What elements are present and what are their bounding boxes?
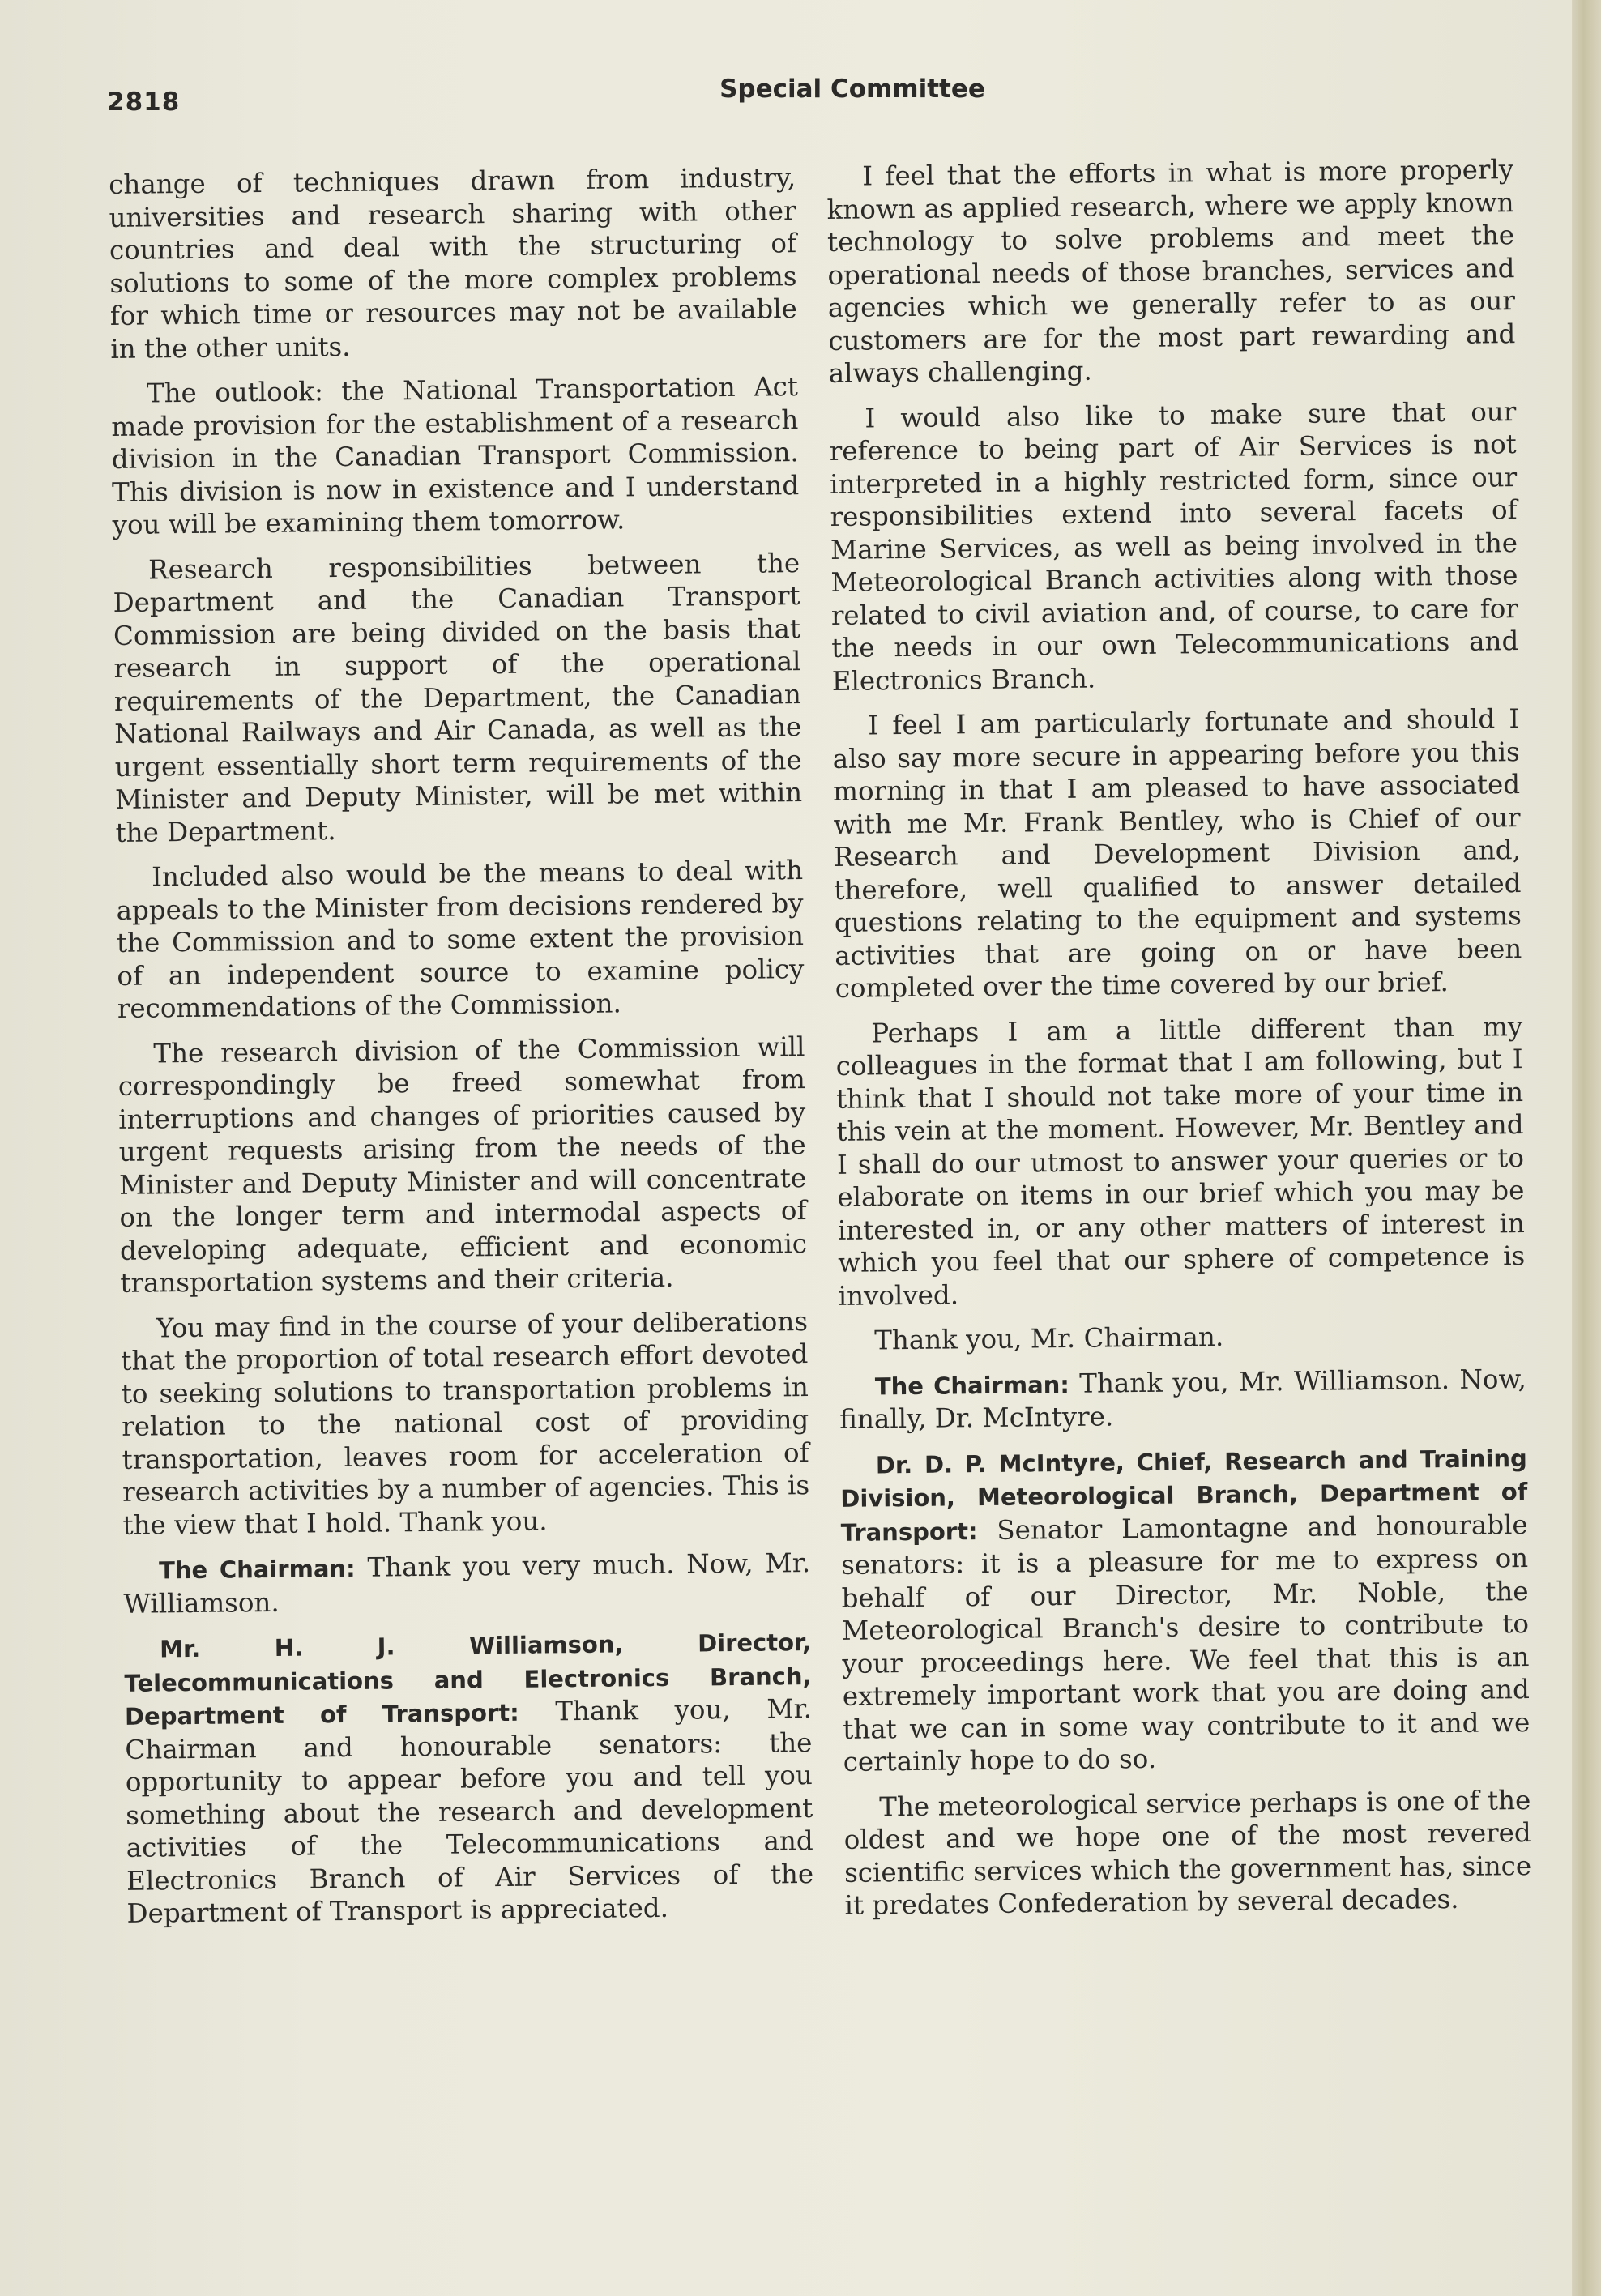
speech-text: Thank you very much. Now, Mr. Williamson. bbox=[123, 1547, 811, 1620]
paragraph bbox=[116, 854, 805, 1025]
paragraph-text: change of techniques drawn from industry, universities and research sharing with other countries and deal with the structuring of solutions to some of the more complex problems for which time or resources may not be available in the other units. bbox=[109, 162, 798, 365]
page-header bbox=[107, 75, 1465, 115]
paragraph bbox=[832, 702, 1522, 1005]
paragraph bbox=[113, 547, 803, 849]
paragraph bbox=[117, 1031, 807, 1300]
speaker-name: The Chairman: bbox=[874, 1370, 1070, 1400]
page-number: 2818 bbox=[107, 87, 181, 117]
speaker-name: The Chairman: bbox=[158, 1554, 356, 1585]
speaker-paragraph bbox=[840, 1441, 1531, 1779]
paragraph-text: Research responsibilities between the Department and the Canadian Transport Commission are being divided on the basis that research in support of the operational requirements of the Department, the Canadian National Railways and Air Canada, as well as the urgent essentially short term requirements of the Minister and Deputy Minister, will be met within the Department. bbox=[113, 547, 803, 848]
speaker-paragraph bbox=[123, 1547, 811, 1620]
running-head: Special Committee bbox=[719, 75, 985, 104]
left-column bbox=[109, 161, 814, 1942]
speaker-name: Dr. D. P. McIntyre, Chief, Research and Training Division, Meteorological Branch, Department of Transport: bbox=[840, 1444, 1528, 1547]
paragraph bbox=[109, 161, 797, 365]
paragraph-text: I feel I am particularly fortunate and should I also say more secure in appearing before you this morning in that I am pleased to have associated with me Mr. Frank Bentley, who is Chief of our Research and Development Division and, therefore, well qualified to answer detailed questions relating to the equipment and systems activities that are going on or have been completed over the time covered by our brief. bbox=[832, 703, 1522, 1004]
paragraph bbox=[839, 1317, 1526, 1357]
paragraph bbox=[111, 370, 800, 541]
paragraph-text: Perhaps I am a little different than my colleagues in the format that I am following, but I think that I should not take more of your time in this vein at the moment. However, Mr. Bentley and I shall do our utmost to answer your queries or to elaborate on items in our brief which you may be interested in, or any other matters of interest in which you feel that our sphere of competence is involved. bbox=[835, 1010, 1526, 1312]
speech-text: Thank you, Mr. Chairman and honourable senators: the opportunity to appear before you and tell you something about the research and development activities of the Telecommunications and Electronics Branch of Air Services of the Department of Transport is appreciated. bbox=[125, 1693, 814, 1929]
paragraph-text: I would also like to make sure that our reference to being part of Air Services is not interpreted in a highly restricted form, since our responsibilities extend into several facets of Marine Services, as well as being involved in the Meteorological Branch activities along with those related to civil aviation and, of course, to care for the needs in our own Telecommunications and Electronics Branch. bbox=[829, 395, 1519, 697]
paragraph bbox=[843, 1784, 1532, 1923]
paragraph-text: You may find in the course of your deliberations that the proportion of total research effort devoted to seeking solutions to transportation problems in relation to the national cost of providing transportation, leaves room for acceleration of research activities by a number of agencies. This is the view that I hold. Thank you. bbox=[121, 1305, 810, 1541]
speaker-paragraph bbox=[124, 1625, 814, 1930]
speaker-paragraph bbox=[839, 1363, 1527, 1436]
paragraph bbox=[826, 153, 1516, 390]
paragraph bbox=[835, 1010, 1526, 1312]
speaker-name: Mr. H. J. Williamson, Director, Telecommunications and Electronics Branch, Department of Transport: bbox=[124, 1628, 812, 1731]
paragraph-text: Included also would be the means to deal with appeals to the Minister from decisions rendered by the Commission and to some extent the provision of an independent source to examine policy recommendations of the Commission. bbox=[116, 855, 805, 1024]
paragraph-text: I feel that the efforts in what is more properly known as applied research, where we apply known technology to solve problems and meet the operational needs of those branches, services and agencies which we generally refer to as our customers are for the most part rewarding and always challenging. bbox=[826, 154, 1516, 389]
paragraph bbox=[829, 395, 1519, 698]
right-column bbox=[826, 153, 1532, 1934]
speech-text: Senator Lamontagne and honourable senators: it is a pleasure for me to express on behalf of our Director, Mr. Noble, the Meteorological Branch's desire to contribute to your proceedings here. We feel that this is an extremely important work that you are doing and that we can in some way contribute to it and we certainly hope to do so. bbox=[840, 1509, 1531, 1777]
speech-text: Thank you, Mr. Williamson. Now, finally, Dr. McIntyre. bbox=[839, 1363, 1526, 1435]
paragraph bbox=[121, 1305, 810, 1542]
paragraph-text: The meteorological service perhaps is one of the oldest and we hope one of the most revered scientific services which the government has, since it predates Confederation by several decades. bbox=[843, 1784, 1532, 1921]
page-binding-edge bbox=[1572, 0, 1601, 2296]
paragraph-text: The research division of the Commission will correspondingly be freed somewhat from interruptions and changes of priorities caused by urgent requests arising from the needs of the Minister and Deputy Minister and will concentrate on the longer term and intermodal aspects of developing adequate, efficient and economic transportation systems and their criteria. bbox=[117, 1031, 808, 1299]
paragraph-text: Thank you, Mr. Chairman. bbox=[874, 1321, 1224, 1356]
paragraph-text: The outlook: the National Transportation Act made provision for the establishment of a research division in the Canadian Transport Commission. This division is now in existence and I understand you will be examining them tomorrow. bbox=[111, 371, 800, 540]
